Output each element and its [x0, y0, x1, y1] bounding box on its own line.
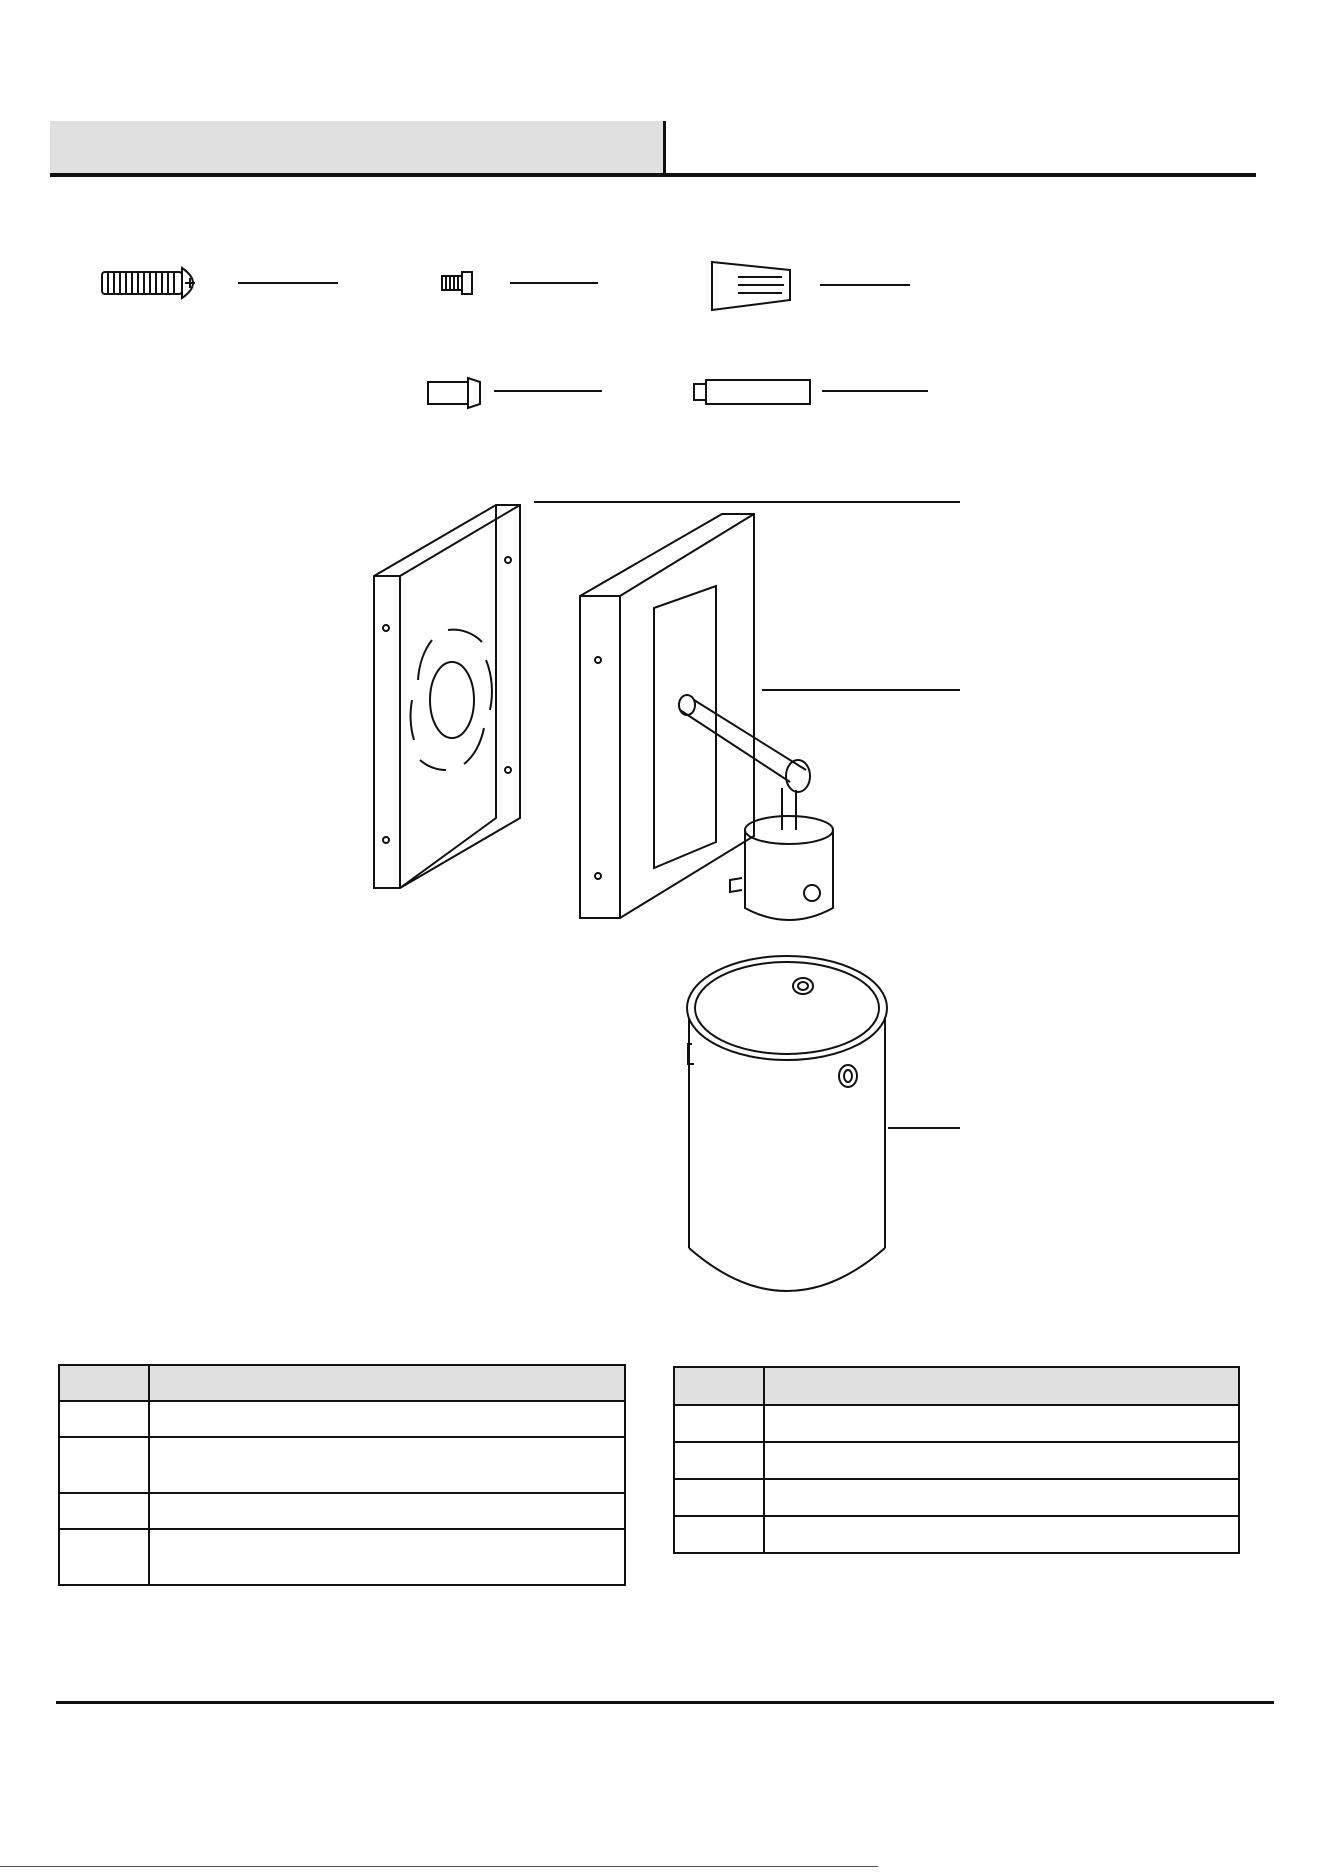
- table-cell: [764, 1405, 1239, 1442]
- footer-rule: [56, 1701, 1274, 1704]
- table-row: [59, 1493, 625, 1529]
- page-bottom-rule: [0, 1866, 878, 1867]
- wall-plate-arm-icon: [580, 514, 833, 920]
- extension-rod-icon: [694, 380, 810, 404]
- table-cell: [764, 1442, 1239, 1479]
- parts-table-left: [58, 1364, 626, 1586]
- table-cell: [674, 1516, 764, 1553]
- table-cell: [59, 1529, 149, 1585]
- table-header-cell: [149, 1365, 625, 1401]
- table-cell: [149, 1529, 625, 1585]
- wire-connector-icon: [712, 262, 790, 310]
- table-cell: [59, 1437, 149, 1493]
- table-header-cell: [59, 1365, 149, 1401]
- table-header-cell: [674, 1367, 764, 1405]
- table-header-row: [59, 1365, 625, 1401]
- threaded-nipple-icon: [428, 378, 480, 408]
- table-row: [674, 1479, 1239, 1516]
- table-row: [674, 1516, 1239, 1553]
- table-cell: [59, 1493, 149, 1529]
- table-header-cell: [764, 1367, 1239, 1405]
- table-row: [59, 1437, 625, 1493]
- mounting-plate-icon: [374, 505, 520, 888]
- cylinder-shade-icon: [687, 956, 887, 1291]
- machine-screw-icon: [102, 268, 195, 298]
- parts-table-right: [673, 1366, 1240, 1554]
- table-cell: [149, 1401, 625, 1437]
- table-cell: [674, 1479, 764, 1516]
- table-row: [59, 1401, 625, 1437]
- table-cell: [149, 1437, 625, 1493]
- table-cell: [764, 1479, 1239, 1516]
- table-cell: [149, 1493, 625, 1529]
- small-screw-icon: [442, 272, 472, 294]
- table-cell: [764, 1516, 1239, 1553]
- table-cell: [674, 1442, 764, 1479]
- table-row: [674, 1442, 1239, 1479]
- table-header-row: [674, 1367, 1239, 1405]
- table-row: [59, 1529, 625, 1585]
- table-cell: [59, 1401, 149, 1437]
- table-row: [674, 1405, 1239, 1442]
- table-cell: [674, 1405, 764, 1442]
